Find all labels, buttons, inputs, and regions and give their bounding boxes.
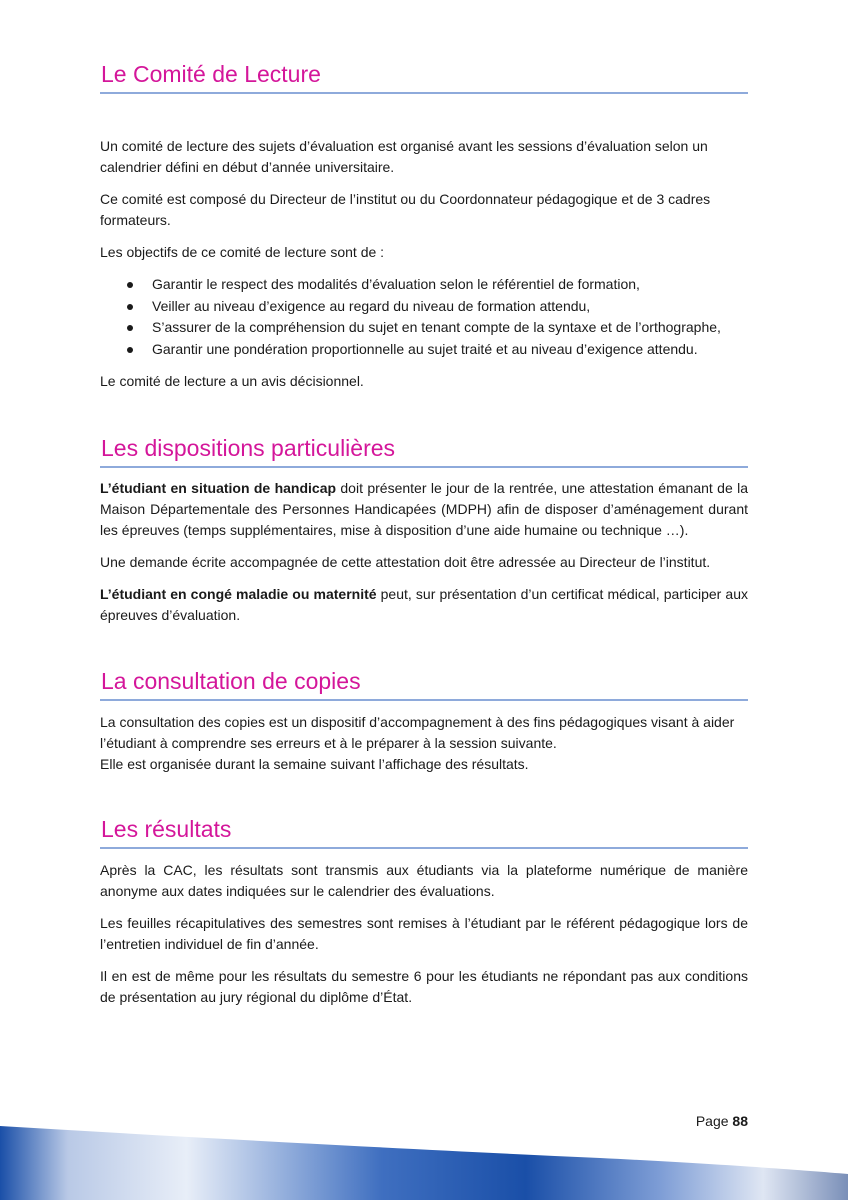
list-item-text: Veiller au niveau d’exigence au regard du niveau de formation attendu, xyxy=(152,297,591,314)
bullet-icon xyxy=(127,325,133,331)
section-resultats xyxy=(100,815,748,1008)
section-consultation-de-copies xyxy=(100,667,748,775)
paragraph: Un comité de lecture des sujets d’évaluation est organisé avant les sessions d’évaluation selon un calendrier défini en début d’année universitaire. xyxy=(100,138,708,175)
bullet-icon xyxy=(127,304,133,310)
paragraph: Les objectifs de ce comité de lecture sont de : xyxy=(100,244,385,260)
paragraph-text: doit présenter le jour de la rentrée, une attestation émanant de la Maison Départementale des Personnes Handicapées (MDPH) afin de disposer d’aménagement durant les épreuves (temps supplémentaires, mise à disposition d’une aide humaine ou technique …). xyxy=(100,480,748,538)
section-heading: Les dispositions particulières xyxy=(100,434,748,468)
bold-phrase: L’étudiant en situation de handicap xyxy=(100,480,337,496)
paragraph: Il en est de même pour les résultats du semestre 6 pour les étudiants ne répondant pas aux conditions de présentation au jury régional du diplôme d’État. xyxy=(100,968,748,1005)
list-item-text: Garantir le respect des modalités d’évaluation selon le référentiel de formation, xyxy=(152,276,640,292)
paragraph: Une demande écrite accompagnée de cette attestation doit être adressée au Directeur de l’institut. xyxy=(100,554,711,570)
section-comite-de-lecture xyxy=(100,60,748,392)
section-dispositions-particulieres xyxy=(100,434,748,626)
section-heading: La consultation de copies xyxy=(100,667,748,701)
paragraph xyxy=(100,478,748,541)
paragraph xyxy=(100,584,748,626)
list-item-text: S’assurer de la compréhension du sujet en tenant compte de la syntaxe et de l’orthographe, xyxy=(152,319,721,335)
section-heading: Les résultats xyxy=(100,815,748,849)
paragraph: Après la CAC, les résultats sont transmis aux étudiants via la plateforme numérique de manière anonyme aux dates indiquées sur le calendrier des évaluations. xyxy=(100,862,748,899)
paragraph: La consultation des copies est un dispositif d’accompagnement à des fins pédagogiques visant à aider l’étudiant à comprendre ses erreurs et à le préparer à la session suivante. xyxy=(100,714,735,751)
list-item-text: Garantir une pondération proportionnelle au sujet traité et au niveau d’exigence attendu. xyxy=(152,340,698,357)
list-item xyxy=(100,339,748,361)
bold-phrase: L’étudiant en congé maladie ou maternité xyxy=(100,586,377,602)
list-item xyxy=(100,317,748,339)
paragraph: Ce comité est composé du Directeur de l’institut ou du Coordonnateur pédagogique et de 3 cadres formateurs. xyxy=(100,191,711,228)
bullet-icon xyxy=(127,282,133,288)
footer-decorative-band xyxy=(0,1124,848,1200)
page-label: Page xyxy=(695,1113,729,1129)
bullet-icon xyxy=(127,347,133,353)
paragraph-text: peut, sur présentation d’un certificat médical, participer aux épreuves d’évaluation. xyxy=(100,586,748,623)
section-heading: Le Comité de Lecture xyxy=(100,60,748,94)
list-item xyxy=(100,274,748,296)
page-number-value: 88 xyxy=(732,1113,748,1129)
objectives-list xyxy=(100,274,748,360)
paragraph: Le comité de lecture a un avis décisionnel. xyxy=(100,373,364,389)
footer-wave-shape xyxy=(0,1126,848,1200)
paragraph: Les feuilles récapitulatives des semestres sont remises à l’étudiant par le référent pédagogique lors de l’entretien individuel de fin d’année. xyxy=(100,915,748,952)
list-item xyxy=(100,296,748,318)
paragraph: Elle est organisée durant la semaine suivant l’affichage des résultats. xyxy=(100,756,529,772)
